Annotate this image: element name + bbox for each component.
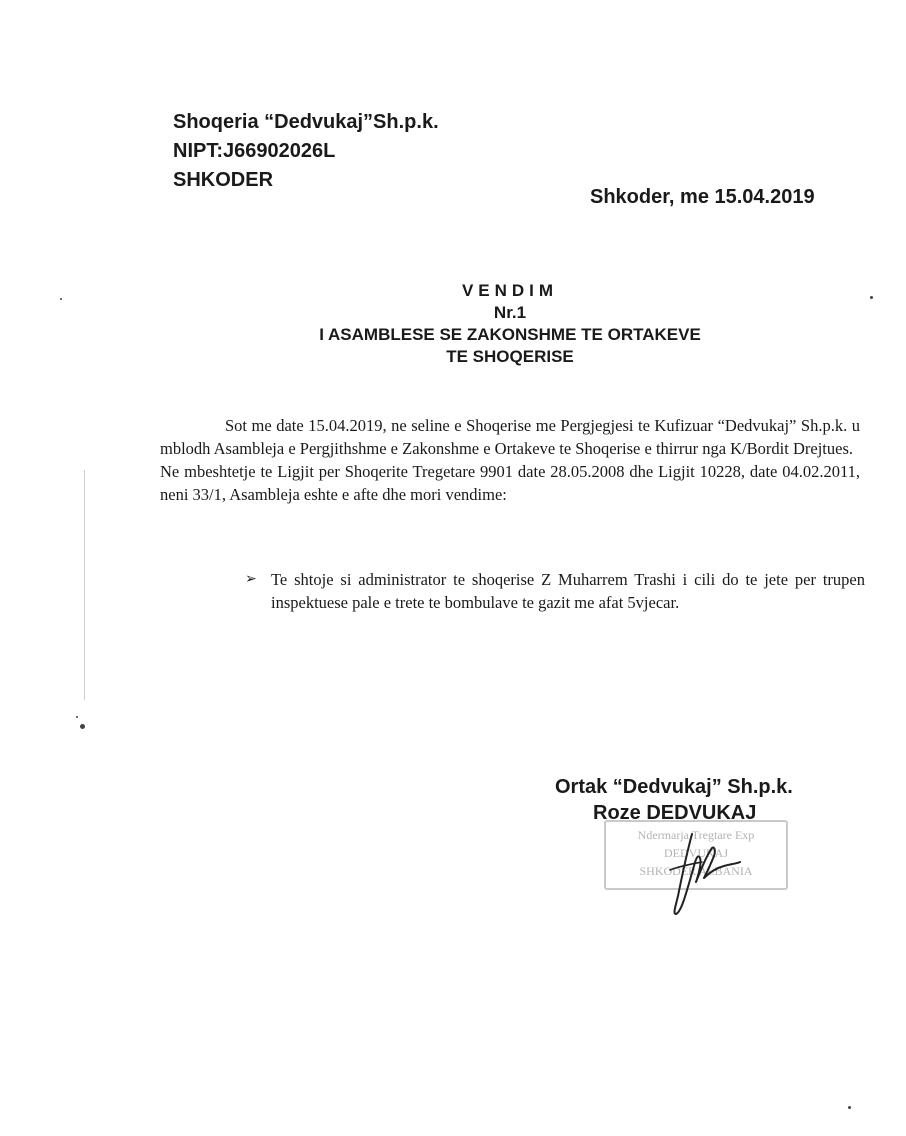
decisions-list <box>245 568 865 614</box>
document-body <box>160 414 860 506</box>
scan-speck <box>848 1106 851 1109</box>
arrow-bullet-icon: ➢ <box>245 572 257 587</box>
signature-block <box>555 774 793 826</box>
scan-edge-line <box>84 470 85 700</box>
decision-text: Te shtoje si administrator te shoqerise Z Muharrem Trashi i cili do te jete per trupen inspektuese pale e trete te bombulave te gazit me afat 5vjecar. <box>271 570 865 612</box>
title-line-4: TE SHOQERISE <box>446 347 574 366</box>
scan-speck <box>870 296 873 299</box>
stamp-line-3: SHKODER ALBANIA <box>639 864 753 878</box>
company-header <box>173 108 439 195</box>
scan-speck <box>60 298 62 300</box>
title-number: Nr.1 <box>493 303 527 322</box>
stamp-line-2: DEDVUKAJ <box>664 846 728 860</box>
signatory-company: Ortak “Dedvukaj” Sh.p.k. <box>555 776 793 798</box>
title-main: VENDIM <box>461 281 559 300</box>
document-date: Shkoder, me 15.04.2019 <box>590 186 815 208</box>
company-name: Shoqeria “Dedvukaj”Sh.p.k. <box>173 111 439 133</box>
stamp-line-1: Ndermarja Tregtare Exp <box>637 828 755 842</box>
scan-speck <box>80 724 85 729</box>
body-paragraph-1: Sot me date 15.04.2019, ne seline e Shoqerise me Pergjegjesi te Kufizuar “Dedvukaj” Sh.p.k. u mblodh Asambleja e Pergjithshme e Zakonshme e Ortakeve te Shoqerise e thirrur nga K/Bordit Drejtues. <box>160 416 860 458</box>
company-nipt: NIPT:J66902026L <box>173 140 336 162</box>
title-line-3: I ASAMBLESE SE ZAKONSHME TE ORTAKEVE <box>319 325 701 344</box>
signatory-name: Roze DEDVUKAJ <box>593 802 757 824</box>
list-item <box>245 568 865 614</box>
handwritten-signature <box>640 826 760 926</box>
company-city: SHKODER <box>173 169 274 191</box>
body-paragraph-2: Ne mbeshtetje te Ligjit per Shoqerite Tregetare 9901 date 28.05.2008 dhe Ligjit 10228, date 04.02.2011, neni 33/1, Asambleja eshte e afte dhe mori vendime: <box>160 462 860 504</box>
scan-speck <box>76 716 78 718</box>
document-title <box>230 280 790 368</box>
